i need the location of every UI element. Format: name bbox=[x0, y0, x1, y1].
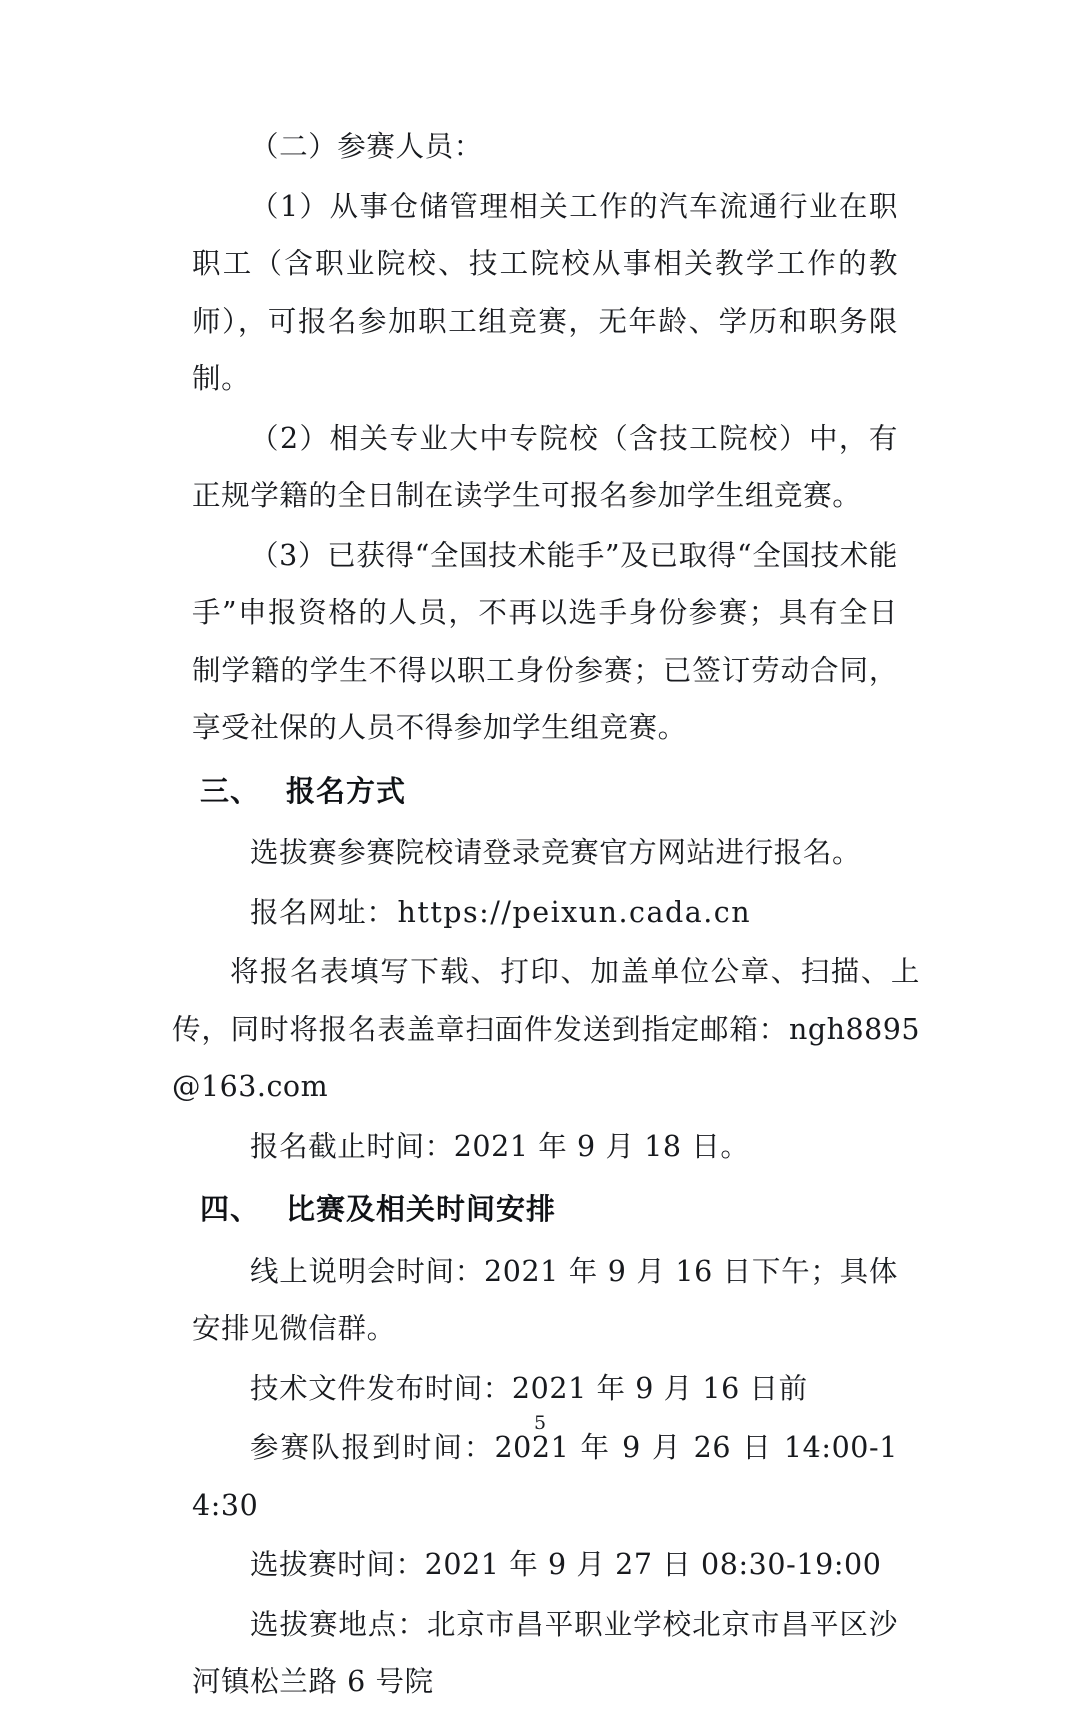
heading-registration bbox=[172, 763, 920, 821]
registration-intro-paragraph: 选拔赛参赛院校请登录竞赛官方网站进行报名。 bbox=[250, 836, 862, 869]
registration-url-value: https://peixun.cada.cn bbox=[397, 895, 752, 929]
schedule-briefing-value: 2021 年 9 月 16 日下午；具体安排见微信群。 bbox=[192, 1254, 898, 1345]
schedule-checkin-value: 2021 年 9 月 26 日 14:00-14:30 bbox=[192, 1431, 898, 1522]
schedule-contest-time-value: 2021 年 9 月 27 日 08:30-19:00 bbox=[424, 1548, 882, 1581]
participants-label-paragraph: （二）参赛人员： bbox=[250, 130, 483, 163]
schedule-briefing-paragraph bbox=[172, 1243, 898, 1358]
heading-registration-title: 报名方式 bbox=[286, 773, 407, 808]
schedule-techdoc-value: 2021 年 9 月 16 日前 bbox=[511, 1371, 808, 1405]
schedule-techdoc-label: 技术文件发布时间： bbox=[250, 1371, 512, 1405]
schedule-contest-time-label: 选拔赛时间： bbox=[250, 1548, 425, 1581]
registration-deadline-paragraph bbox=[172, 1118, 898, 1176]
participant-item-1-paragraph: （1）从事仓储管理相关工作的汽车流通行业在职职工（含职业院校、技工院校从事相关教学工作的教师），可报名参加职工组竞赛，无年龄、学历和职务限制。 bbox=[192, 189, 898, 395]
registration-url-paragraph bbox=[172, 884, 898, 942]
registration-form-text: 将报名表填写下载、打印、加盖单位公章、扫描、上传，同时将报名表盖章扫面件发送到指定邮箱： bbox=[172, 955, 920, 1046]
heading-schedule-title: 比赛及相关时间安排 bbox=[286, 1192, 557, 1226]
registration-form-paragraph bbox=[172, 943, 920, 1116]
registration-email-value: ngh8895@163.com bbox=[172, 1012, 920, 1103]
schedule-venue-value: 北京市昌平职业学校北京市昌平区沙河镇松兰路 6 号院 bbox=[192, 1607, 898, 1698]
participant-item-2-paragraph: （2）相关专业大中专院校（含技工院校）中，有正规学籍的全日制在读学生可报名参加学生组竞赛。 bbox=[192, 421, 898, 512]
participant-item-3-paragraph: （3）已获得“全国技术能手”及已取得“全国技术能手”申报资格的人员，不再以选手身份参赛；具有全日制学籍的学生不得以职工身份参赛；已签订劳动合同，享受社保的人员不得参加学生组竞赛。 bbox=[192, 538, 898, 744]
schedule-techdoc-paragraph bbox=[172, 1360, 898, 1418]
schedule-checkin-paragraph bbox=[172, 1419, 898, 1534]
heading-schedule bbox=[172, 1181, 920, 1239]
heading-registration-number: 三、 bbox=[200, 773, 261, 808]
registration-deadline-label: 报名截止时间： bbox=[250, 1129, 454, 1163]
schedule-briefing-label: 线上说明会时间： bbox=[250, 1254, 484, 1288]
schedule-venue-paragraph bbox=[172, 1596, 898, 1711]
document-body bbox=[172, 118, 920, 1711]
registration-deadline-value: 2021 年 9 月 18 日。 bbox=[453, 1129, 750, 1163]
schedule-venue-label: 选拔赛地点： bbox=[250, 1607, 427, 1641]
schedule-checkin-label: 参赛队报到时间： bbox=[250, 1431, 495, 1464]
registration-url-label: 报名网址： bbox=[250, 895, 396, 929]
page-number: 5 bbox=[533, 1412, 547, 1434]
schedule-contest-time-paragraph bbox=[172, 1536, 898, 1594]
heading-schedule-number: 四、 bbox=[200, 1192, 261, 1226]
